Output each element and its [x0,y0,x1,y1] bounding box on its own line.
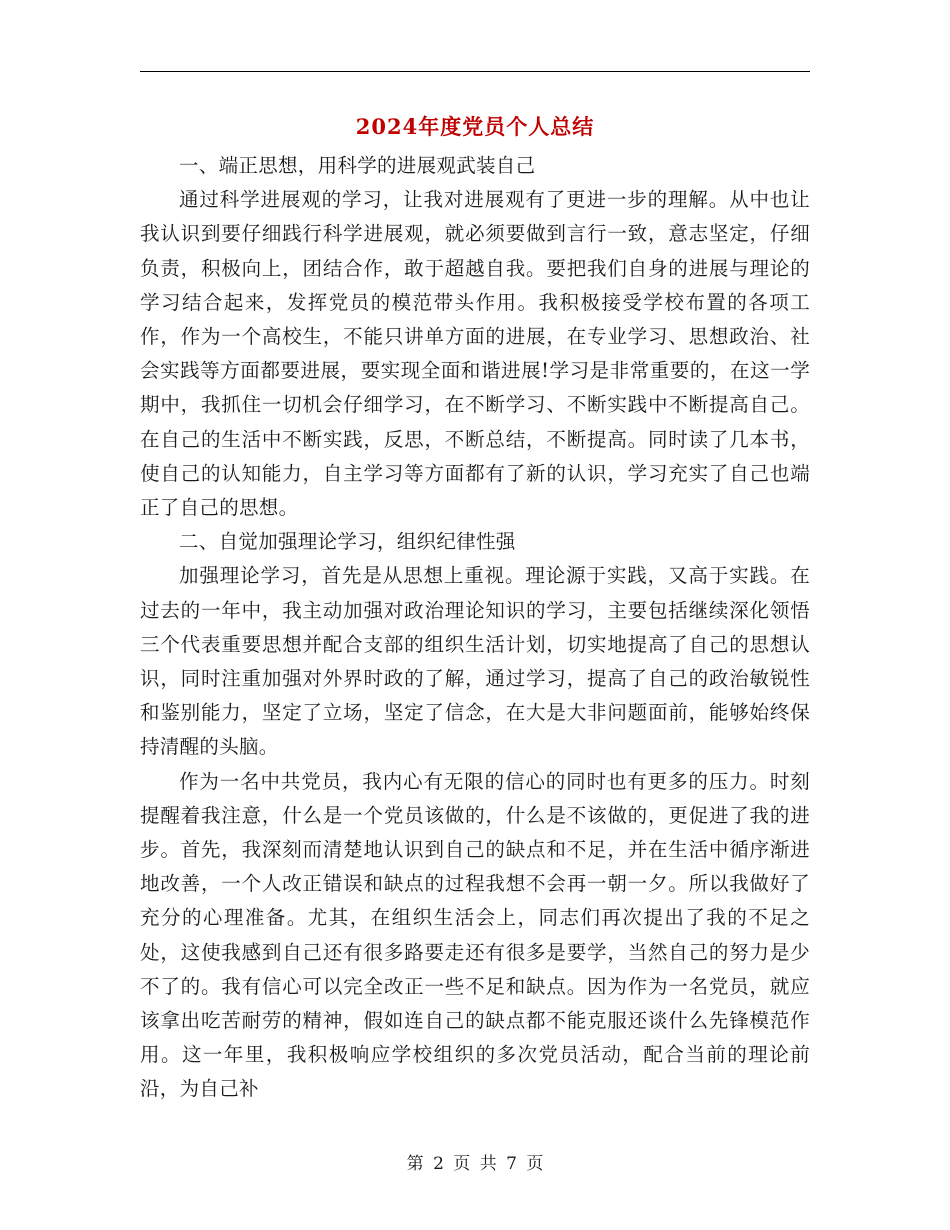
header-rule [140,71,810,72]
body-paragraph-1: 通过科学进展观的学习，让我对进展观有了更进一步的理解。从中也让我认识到要仔细践行科学进展观，就必须要做到言行一致，意志坚定，仔细负责，积极向上，团结合作，敢于超越自我。要把我们自身的进展与理论的学习结合起来，发挥党员的模范带头作用。我积极接受学校布置的各项工作，作为一个高校生，不能只讲单方面的进展，在专业学习、思想政治、社会实践等方面都要进展，要实现全面和谐进展!学习是非常重要的，在这一学期中，我抓住一切机会仔细学习，在不断学习、不断实践中不断提高自己。在自己的生活中不断实践，反思，不断总结，不断提高。同时读了几本书，使自己的认知能力，自主学习等方面都有了新的认识，学习充实了自己也端正了自己的思想。 [140,188,810,520]
section-heading-1: 一、端正思想，用科学的进展观武装自己 [179,154,536,177]
page-number-footer: 第 2 页 共 7 页 [406,1154,544,1174]
section-heading-2: 二、自觉加强理论学习，组织纪律性强 [179,530,516,554]
document-body [140,149,810,1107]
body-paragraph-3: 作为一名中共党员，我内心有无限的信心的同时也有更多的压力。时刻提醒着我注意，什么是一个党员该做的，什么是不该做的，更促进了我的进步。首先，我深刻而清楚地认识到自己的缺点和不足，并在生活中循序渐进地改善，一个人改正错误和缺点的过程我想不会再一朝一夕。所以我做好了充分的心理准备。尤其，在组织生活会上，同志们再次提出了我的不足之处，这使我感到自己还有很多路要走还有很多是要学，当然自己的努力是少不了的。我有信心可以完全改正一些不足和缺点。因为作为一名党员，就应该拿出吃苦耐劳的精神，假如连自己的缺点都不能克服还谈什么先锋模范作用。这一年里，我积极响应学校组织的多次党员活动，配合当前的理论前沿，为自己补 [140,769,810,1101]
body-paragraph-2: 加强理论学习，首先是从思想上重视。理论源于实践，又高于实践。在过去的一年中，我主动加强对政治理论知识的学习，主要包括继续深化领悟三个代表重要思想并配合支部的组织生活计划，切实地提高了自己的思想认识，同时注重加强对外界时政的了解，通过学习，提高了自己的政治敏锐性和鉴别能力，坚定了立场，坚定了信念，在大是大非问题面前，能够始终保持清醒的头脑。 [140,564,810,759]
document-title: 2024年度党员个人总结 [355,114,595,139]
